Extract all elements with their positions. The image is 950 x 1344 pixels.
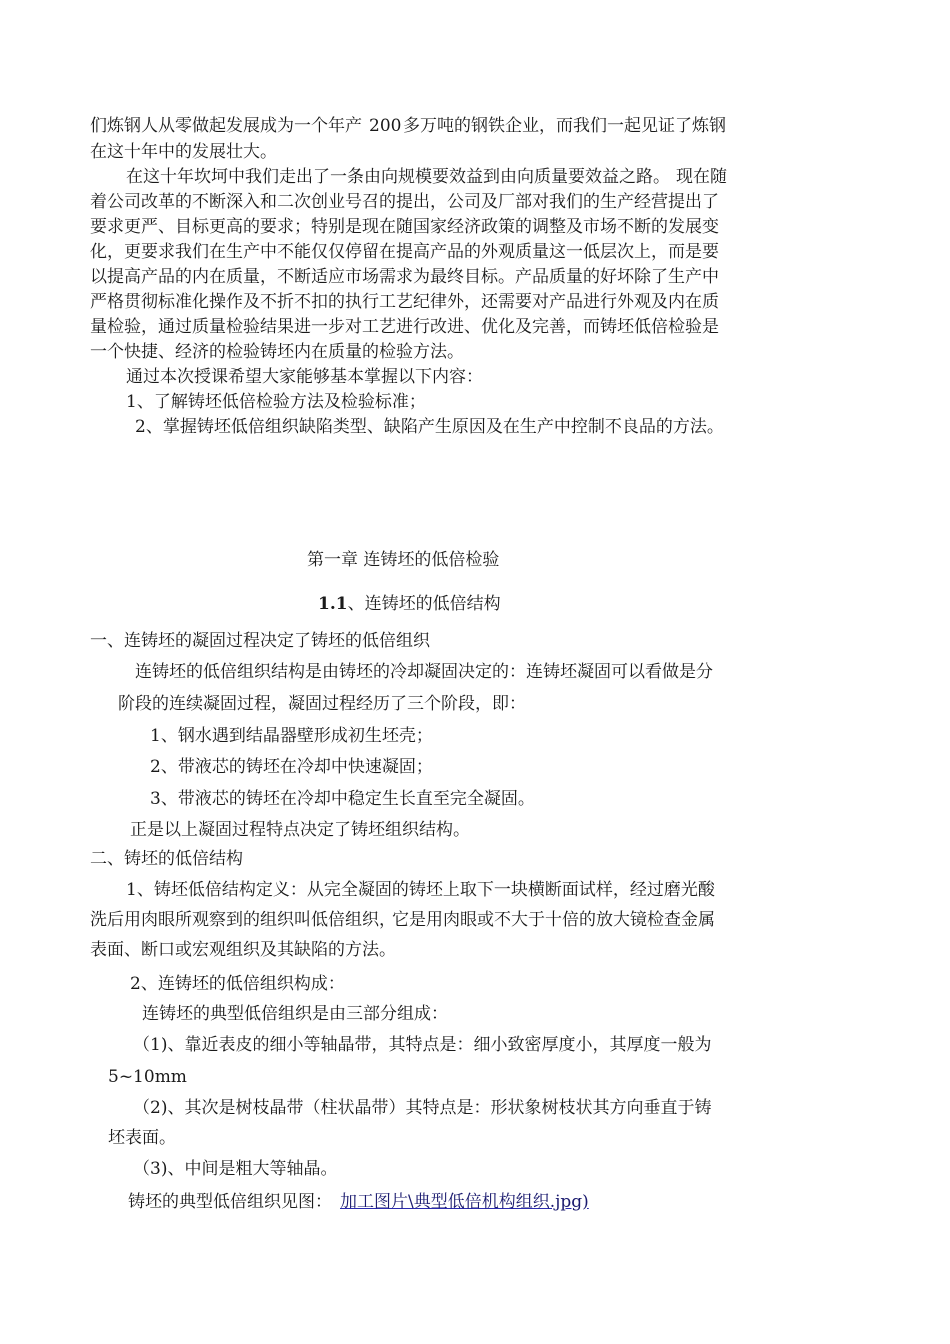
intro-line-3-tail: 现在随 [676, 167, 727, 187]
intro-line-1-tail: 多万吨的钢铁企业，而我们一起见证了炼钢 [403, 116, 726, 136]
zone-2-cont: 坯表面。 [108, 1128, 176, 1148]
intro-line-4: 着公司改革的不断深入和二次创业号召的提出， [90, 192, 447, 212]
part1-line-1: 连铸坯的低倍组织结构是由铸坯的冷却凝固决定的：连铸坯凝固可以看做是分 [135, 662, 713, 682]
objective-2: 2、掌握铸坯低倍组织缺陷类型、缺陷产生原因及在生产中控制不良品的方法。 [135, 417, 724, 437]
stage-1: 1、钢水遇到结晶器壁形成初生坯壳； [150, 726, 433, 746]
figure-reference: 铸坯的典型低倍组织见图： [128, 1192, 332, 1212]
stage-2: 2、带液芯的铸坯在冷却中快速凝固； [150, 757, 433, 777]
chapter-title: 第一章 连铸坯的低倍检验 [307, 550, 500, 570]
objective-1: 1、了解铸坯低倍检验方法及检验标准； [126, 392, 426, 412]
intro-line-3: 在这十年坎坷中我们走出了一条由向规模要效益到由向质量要效益之路。 [126, 167, 670, 187]
intro-line-5: 要求更严、目标更高的要求；特别是现在随国家经济政策的调整及市场不断的发展变 [90, 217, 719, 237]
intro-line-2: 在这十年中的发展壮大。 [90, 142, 277, 162]
intro-line-1: 们炼钢人从零做起发展成为一个年产 [90, 116, 362, 136]
intro-line-10: 一个快捷、经济的检验铸坯内在质量的检验方法。 [90, 342, 464, 362]
part2-line-2: 洗后用肉眼所观察到的组织叫低倍组织， [90, 910, 396, 930]
intro-line-4-tail: 公司及厂部对我们的生产经营提出了 [447, 192, 719, 212]
intro-line-11: 通过本次授课希望大家能够基本掌握以下内容： [126, 367, 483, 387]
zone-1-thickness: 5~10mm [108, 1067, 187, 1087]
part1-conclusion: 正是以上凝固过程特点决定了铸坯组织结构。 [130, 820, 470, 840]
intro-line-6: 化，更要求我们在生产中不能仅仅停留在提高产品的外观质量这一低层次上，而是要 [90, 242, 719, 262]
zone-2: （2)、其次是树枝晶带（柱状晶带）其特点是：形状象树枝状其方向垂直于铸 [133, 1098, 712, 1118]
stage-3: 3、带液芯的铸坯在冷却中稳定生长直至完全凝固。 [150, 789, 535, 809]
intro-line-8-tail: 还需要对产品进行外观及内在质 [481, 292, 719, 312]
part2-line-5: 连铸坯的典型低倍组织是由三部分组成： [142, 1004, 448, 1024]
part1-heading: 一、连铸坯的凝固过程决定了铸坯的低倍组织 [90, 631, 430, 651]
zone-3: （3)、中间是粗大等轴晶。 [133, 1159, 338, 1179]
part2-line-2-tail: 它是用肉眼或不大于十倍的放大镜检查金属 [392, 910, 715, 930]
intro-line-9: 量检验，通过质量检验结果进一步对工艺进行改进、优化及完善，而铸坯低倍检验是 [90, 317, 719, 337]
intro-line-7: 以提高产品的内在质量，不断适应市场需求为最终目标。产品质量的好坏除了生产中 [90, 267, 719, 287]
section-number: 1.1 [318, 594, 348, 614]
part1-line-2: 阶段的连续凝固过程，凝固过程经历了三个阶段，即： [118, 694, 526, 714]
section-title [318, 593, 501, 615]
part2-subheading: 2、连铸坯的低倍组织构成： [130, 974, 345, 994]
part2-line-1: 1、铸坯低倍结构定义：从完全凝固的铸坯上取下一块横断面试样，经过磨光酸 [126, 880, 715, 900]
intro-line-8: 严格贯彻标准化操作及不折不扣的执行工艺纪律外， [90, 292, 481, 312]
intro-line-1-number: 200 [369, 116, 402, 136]
figure-link[interactable]: 加工图片\典型低倍机构组织.jpg) [340, 1192, 589, 1212]
part2-heading: 二、铸坯的低倍结构 [90, 849, 243, 869]
section-text: 、连铸坯的低倍结构 [347, 594, 501, 614]
part2-line-3: 表面、断口或宏观组织及其缺陷的方法。 [90, 940, 396, 960]
zone-1: （1)、靠近表皮的细小等轴晶带，其特点是：细小致密厚度小，其厚度一般为 [133, 1035, 712, 1055]
